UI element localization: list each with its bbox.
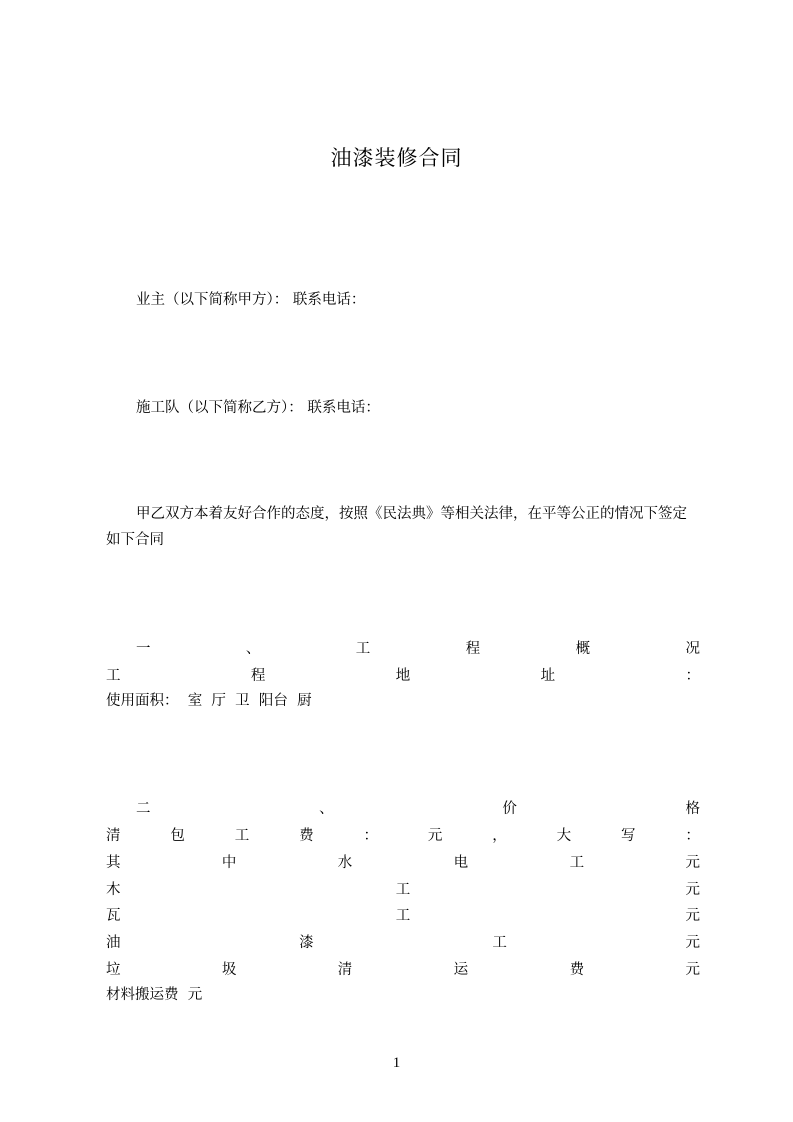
fee-line-debris-removal: [106, 955, 700, 981]
section2-heading-char: 、: [319, 800, 334, 817]
party-a-line: 业主（以下简称甲方）： 联系电话：: [136, 292, 366, 308]
section1-heading-char: 概: [575, 640, 591, 657]
fee-char: 费: [299, 827, 314, 844]
fee-line-char: 费: [569, 961, 585, 978]
fee-line-char: 木: [106, 881, 121, 898]
material-transport-fee-line: 材料搬运费 元: [106, 987, 203, 1003]
preamble-paragraph: 甲乙双方本着友好合作的态度，按照《民法典》等相关法律，在平等公正的情况下签定如下合同: [106, 506, 687, 548]
fee-line-char: 垃: [106, 961, 121, 978]
section1-heading-char: 程: [465, 640, 481, 657]
fee-char: 工: [234, 827, 250, 844]
fee-line-char: 工: [569, 854, 585, 871]
section1-heading-char: 况: [685, 640, 700, 657]
fee-line-painting: [106, 928, 700, 954]
fee-line-char: 元: [685, 854, 700, 871]
fee-char: ：: [363, 827, 378, 844]
fee-line-char: 油: [106, 934, 121, 951]
section1-heading-char: 一: [136, 640, 151, 657]
address-char: 址: [540, 667, 556, 684]
fee-line-char: 瓦: [106, 907, 121, 924]
section1-heading-char: 工: [355, 640, 371, 657]
fee-line-char: 工: [395, 907, 411, 924]
section2-heading-char: 二: [136, 800, 151, 817]
fee-line-char: 水: [337, 854, 353, 871]
fee-line-char: 工: [492, 934, 507, 951]
address-char: 工: [106, 667, 121, 684]
fee-char: ：: [685, 827, 700, 844]
fee-line-char: 元: [685, 961, 700, 978]
fee-line-char: 运: [453, 961, 469, 978]
fee-char: ，: [492, 827, 507, 844]
fee-line-char: 圾: [221, 961, 237, 978]
fee-line-char: 工: [395, 881, 411, 898]
address-char: 程: [250, 667, 266, 684]
fee-char: 清: [106, 827, 121, 844]
address-char: 地: [395, 667, 411, 684]
fee-line-char: 清: [337, 961, 353, 978]
fee-line-char: 元: [685, 881, 700, 898]
fee-line-tiling: [106, 901, 700, 927]
contract-fee-line: [106, 821, 700, 847]
section2-heading: [136, 794, 700, 820]
section2-heading-char: 格: [685, 800, 700, 817]
fee-char: 元: [427, 827, 443, 844]
fee-line-plumbing-electrical: [106, 848, 700, 874]
project-address-line: [106, 661, 700, 687]
fee-line-char: 元: [685, 934, 700, 951]
fee-char: 大: [556, 827, 572, 844]
fee-char: 写: [621, 827, 636, 844]
fee-line-char: 电: [453, 854, 469, 871]
usage-area-line: 使用面积： 室 厅 卫 阳台 厨: [106, 693, 312, 709]
party-b-line: 施工队（以下简称乙方）： 联系电话：: [136, 400, 380, 416]
fee-line-char: 其: [106, 854, 121, 871]
fee-line-char: 漆: [299, 934, 314, 951]
fee-line-char: 元: [685, 907, 700, 924]
fee-line-char: 中: [221, 854, 237, 871]
page-number: 1: [392, 1055, 401, 1071]
section1-heading-char: 、: [245, 640, 261, 657]
document-title: 油漆装修合同: [330, 146, 463, 170]
section2-heading-char: 价: [502, 800, 517, 817]
fee-char: 包: [170, 827, 185, 844]
section1-heading: [136, 634, 700, 660]
address-char: ：: [685, 667, 700, 684]
fee-line-carpentry: [106, 875, 700, 901]
